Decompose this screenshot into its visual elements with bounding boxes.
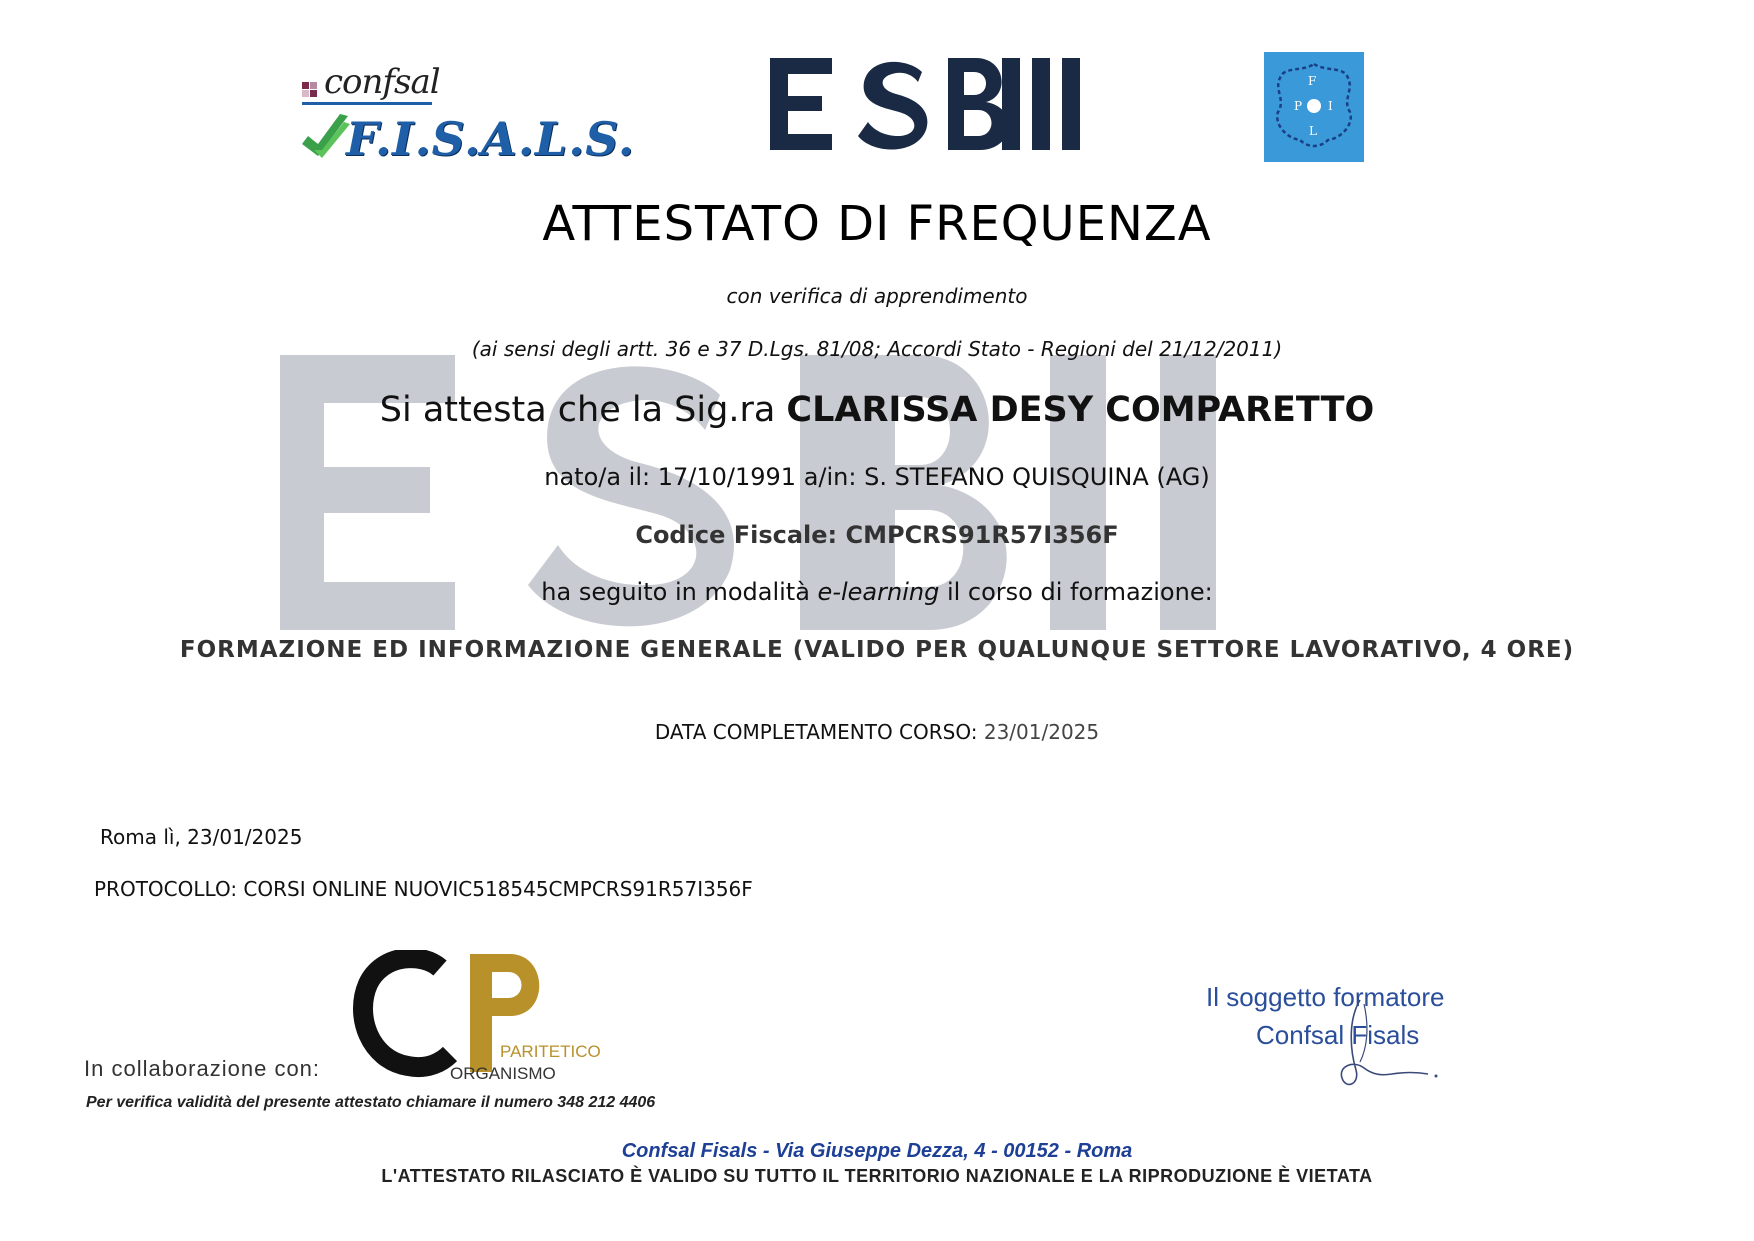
fiscal-code: Codice Fiscale: CMPCRS91R57I356F bbox=[635, 521, 1119, 549]
fpil-emblem-icon bbox=[1264, 52, 1364, 162]
confsal-wordmark: confsal bbox=[324, 62, 440, 102]
esbii-logo bbox=[770, 50, 1090, 170]
fpil-logo bbox=[1264, 52, 1364, 162]
handwritten-signature bbox=[1320, 990, 1460, 1100]
protocol-number: PROTOCOLLO: CORSI ONLINE NUOVIC518545CMPCRS91R57I356F bbox=[94, 877, 753, 901]
fpil-letter-f: F bbox=[1308, 74, 1317, 88]
fisals-wordmark: F.I.S.A.L.S. bbox=[346, 112, 635, 166]
collaboration-label: In collaborazione con: bbox=[84, 1056, 321, 1081]
course-title: FORMAZIONE ED INFORMAZIONE GENERALE (VALIDO PER QUALUNQUE SETTORE LAVORATIVO, 4 ORE) bbox=[179, 637, 1575, 663]
attestation-prefix: Si attesta che la Sig.ra bbox=[379, 390, 787, 430]
certificate-title: ATTESTATO DI FREQUENZA bbox=[542, 196, 1212, 252]
attestation-line bbox=[0, 390, 1754, 430]
op-logo bbox=[352, 950, 612, 1090]
fpil-letter-i: I bbox=[1328, 99, 1333, 113]
course-mode: e-learning bbox=[817, 578, 940, 606]
certificate-subtitle: con verifica di apprendimento bbox=[726, 284, 1028, 308]
fpil-letter-l: L bbox=[1309, 124, 1317, 138]
fisals-swoosh-icon bbox=[300, 110, 352, 162]
esbii-logo-mark bbox=[770, 50, 1090, 160]
confsal-squares-icon bbox=[302, 82, 318, 98]
verification-note: Per verifica validità del presente attestato chiamare il numero 348 212 4406 bbox=[86, 1094, 656, 1111]
course-intro-after: il corso di formazione: bbox=[939, 578, 1213, 606]
legal-reference: (ai sensi degli artt. 36 e 37 D.Lgs. 81/08; Accordi Stato - Regioni del 21/12/2011) bbox=[471, 337, 1283, 361]
course-intro bbox=[0, 578, 1754, 606]
course-intro-before: ha seguito in modalità bbox=[541, 578, 818, 606]
place-date: Roma lì, 23/01/2025 bbox=[100, 825, 303, 849]
op-organismo: ORGANISMO bbox=[450, 1064, 556, 1083]
completion-label: DATA COMPLETAMENTO CORSO: bbox=[654, 720, 984, 744]
footer-address: Confsal Fisals - Via Giuseppe Dezza, 4 - 00152 - Roma bbox=[621, 1140, 1133, 1162]
signature-line-1: Il soggetto formatore bbox=[1206, 982, 1445, 1012]
signature-line-2: Confsal Fisals bbox=[1256, 1020, 1420, 1050]
confsal-underline bbox=[302, 102, 432, 105]
footer-validity-note: L'ATTESTATO RILASCIATO È VALIDO SU TUTTO IL TERRITORIO NAZIONALE E LA RIPRODUZIONE È VIETATA bbox=[381, 1166, 1373, 1186]
op-paritetico: PARITETICO bbox=[500, 1042, 601, 1061]
completion-line bbox=[0, 720, 1754, 744]
birth-info: nato/a il: 17/10/1991 a/in: S. STEFANO QUISQUINA (AG) bbox=[544, 463, 1210, 491]
confsal-fisals-logo bbox=[302, 62, 635, 172]
completion-date: 23/01/2025 bbox=[983, 720, 1100, 744]
person-name: CLARISSA DESY COMPARETTO bbox=[786, 390, 1375, 430]
fpil-letter-p: P bbox=[1294, 99, 1303, 113]
